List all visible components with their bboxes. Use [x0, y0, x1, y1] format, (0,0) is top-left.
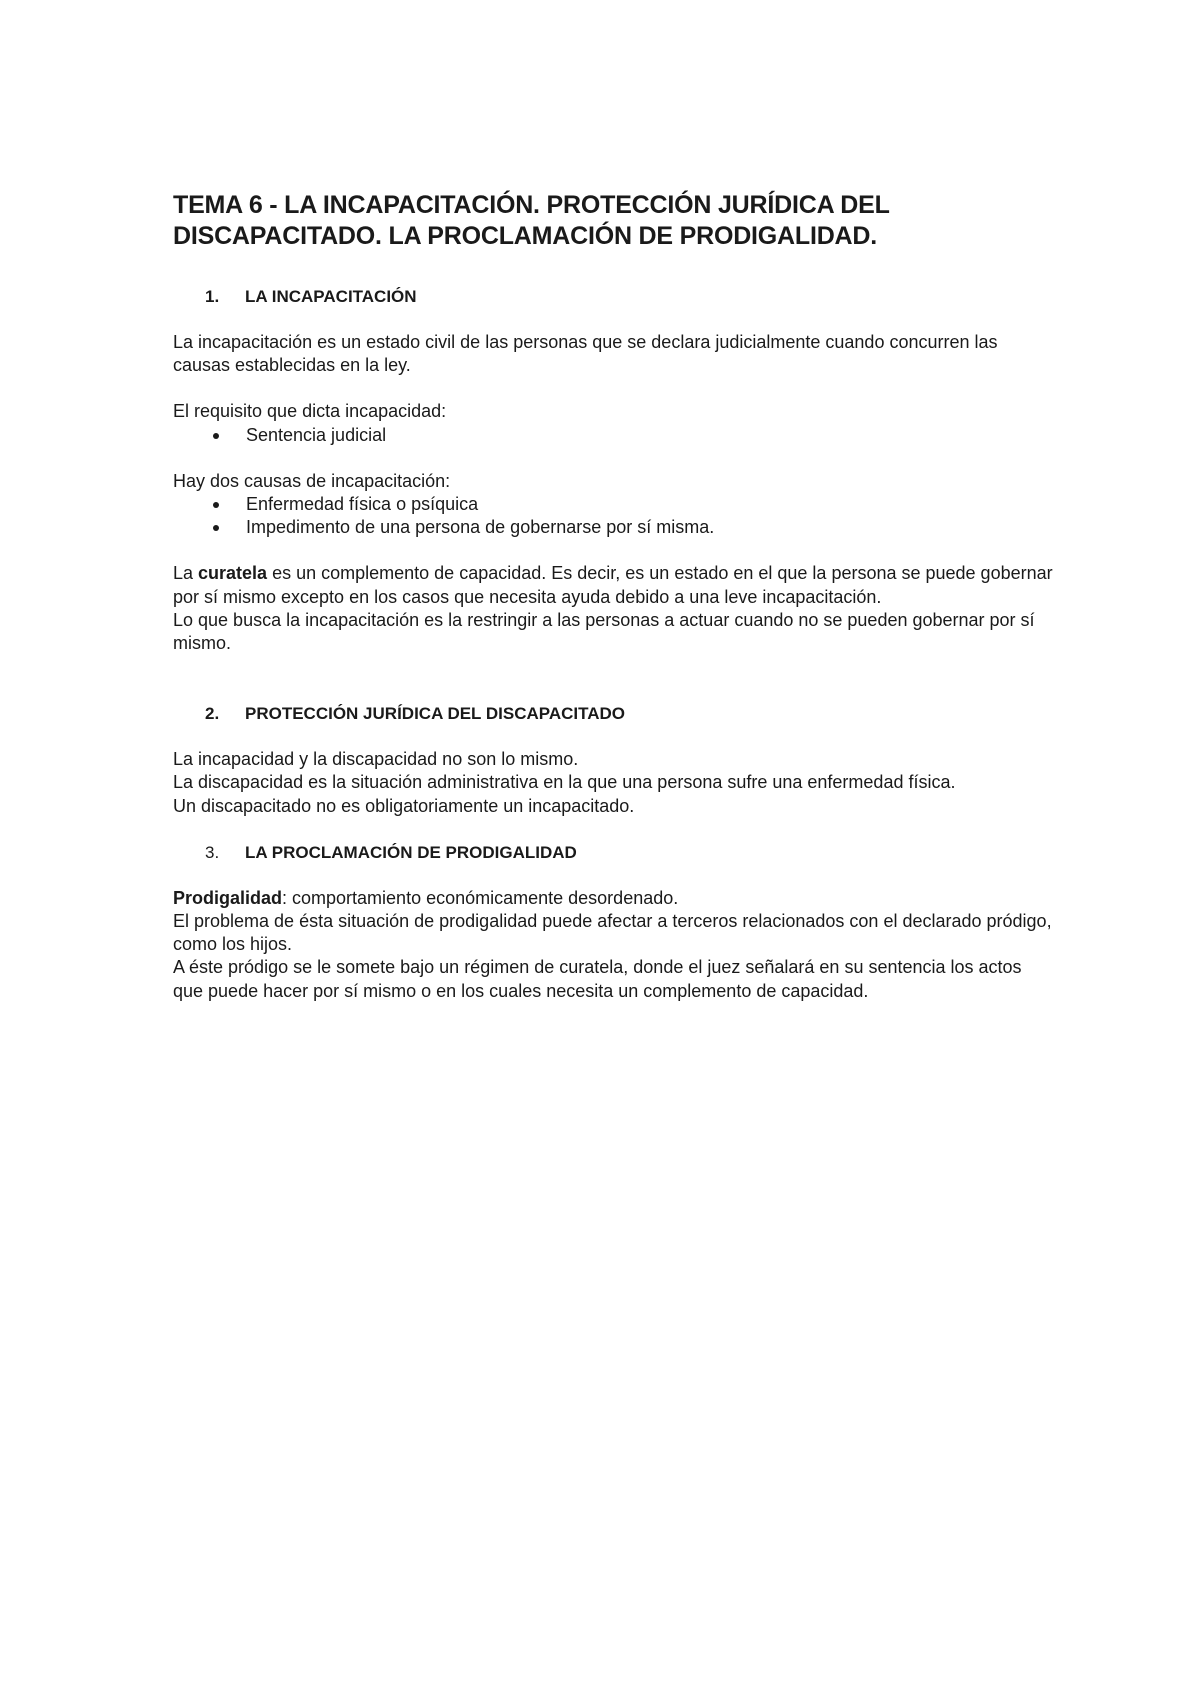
bullet-icon: [173, 424, 246, 447]
curatela-paragraph: [173, 562, 1053, 608]
requisito-list: [173, 424, 1053, 447]
section-3-title: LA PROCLAMACIÓN DE PRODIGALIDAD: [245, 842, 577, 862]
list-item-text: Enfermedad física o psíquica: [246, 494, 479, 515]
prodigalidad-term: Prodigalidad: [173, 887, 283, 908]
bullet-icon: [173, 493, 246, 516]
prodigalidad-definition-text: : comportamiento económicamente desordenado.: [282, 887, 679, 908]
title-line-2: DISCAPACITADO. LA PROCLAMACIÓN DE PRODIGALIDAD.: [173, 222, 878, 250]
section-2-line-1: La incapacidad y la discapacidad no son lo mismo.: [173, 749, 579, 770]
list-item-text: Sentencia judicial: [246, 424, 387, 445]
section-3-line-2: El problema de ésta situación de prodigalidad puede afectar a terceros relacionados con el declarado pródigo, como los hijos.: [173, 911, 1052, 955]
document-page: [173, 190, 1053, 1003]
section-3-line-3: A éste pródigo se le somete bajo un régimen de curatela, donde el juez señalará en su sentencia los actos que puede hacer por sí mismo o en los cuales necesita un complemento de capacidad.: [173, 957, 1022, 1001]
incapacitacion-purpose-paragraph: Lo que busca la incapacitación es la restringir a las personas a actuar cuando no se pueden gobernar por sí mismo.: [173, 609, 1035, 654]
section-2-line-2: La discapacidad es la situación administrativa en la que una persona sufre una enfermedad física.: [173, 772, 956, 793]
section-1-title: LA INCAPACITACIÓN: [245, 287, 417, 306]
document-title: [173, 190, 1053, 252]
bullet-icon: [173, 516, 246, 539]
section-1-heading: [173, 285, 1053, 308]
section-2-heading: [173, 702, 1053, 725]
section-2-title: PROTECCIÓN JURÍDICA DEL DISCAPACITADO: [245, 704, 626, 724]
section-3-number: 3.: [205, 842, 220, 862]
title-line-1: TEMA 6 - LA INCAPACITACIÓN. PROTECCIÓN JURÍDICA DEL: [173, 191, 890, 219]
list-item: [173, 493, 1053, 516]
list-item: [173, 516, 1053, 539]
curatela-text: es un complemento de capacidad. Es decir, es un estado en el que la persona se puede gobernar por sí mismo excepto en los casos que necesita ayuda debido a una leve incapacitación.: [173, 563, 1053, 607]
section-3-heading: [173, 841, 1053, 864]
section-2-line-3: Un discapacitado no es obligatoriamente un incapacitado.: [173, 795, 635, 816]
requisito-intro: El requisito que dicta incapacidad:: [173, 401, 447, 422]
section-2-number: 2.: [205, 704, 220, 724]
causas-list: [173, 493, 1053, 539]
curatela-prefix: La: [173, 563, 199, 584]
section-1-paragraph-definition: La incapacitación es un estado civil de las personas que se declara judicialmente cuando concurren las causas establecidas en la ley.: [173, 332, 998, 376]
causas-intro: Hay dos causas de incapacitación:: [173, 470, 451, 491]
list-item: [173, 424, 1053, 447]
prodigalidad-definition: [173, 887, 1053, 910]
curatela-term: curatela: [198, 563, 268, 584]
list-item-text: Impedimento de una persona de gobernarse por sí misma.: [246, 517, 715, 538]
section-1-number: 1.: [205, 287, 220, 306]
